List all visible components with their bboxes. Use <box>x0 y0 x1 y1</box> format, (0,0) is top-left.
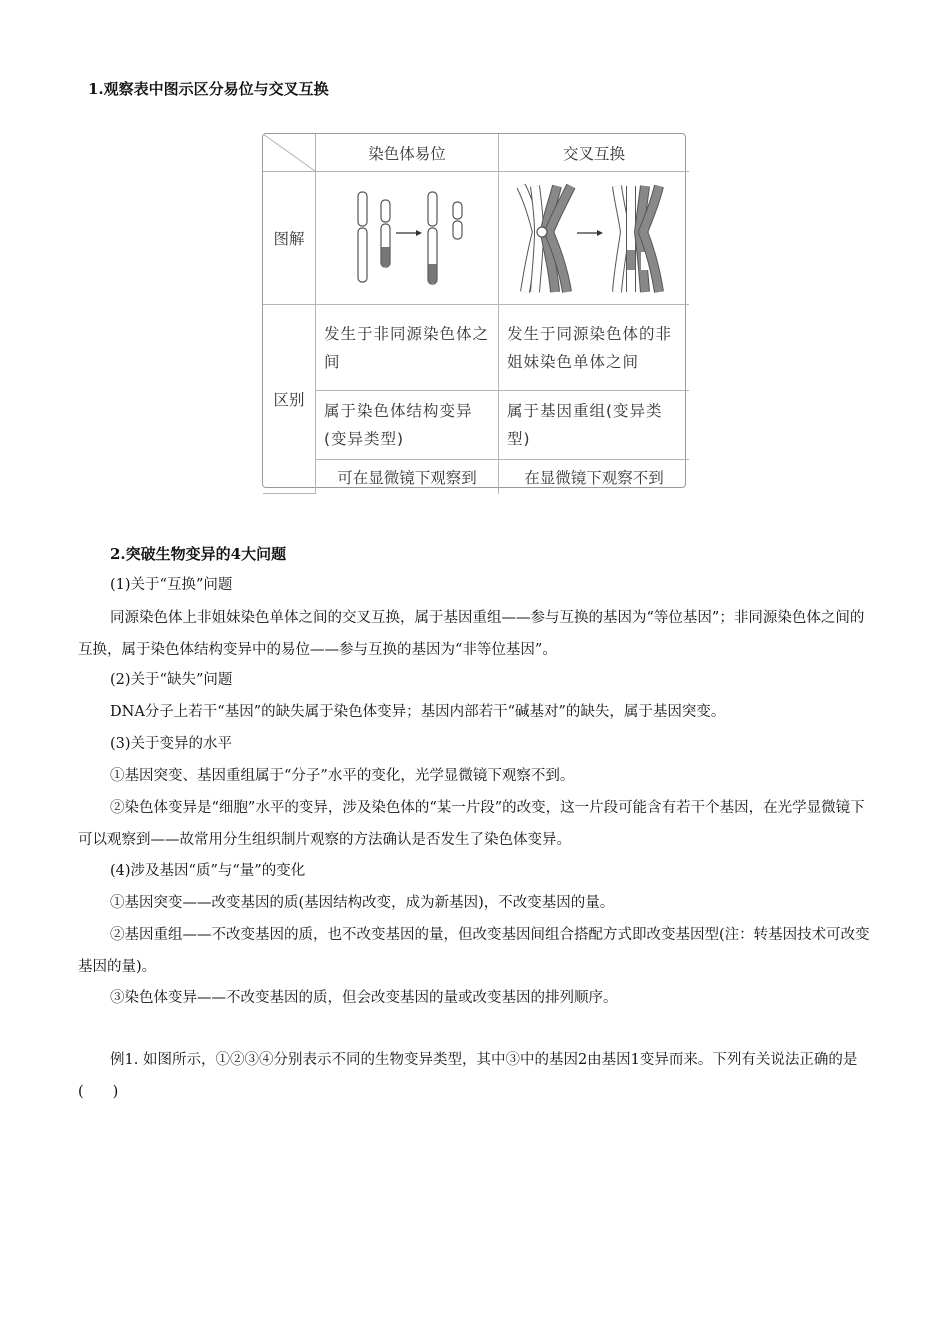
example-question: 例1. 如图所示，①②③④分别表示不同的生物变异类型，其中③中的基因2由基因1变异而来。下列有关说法正确的是( ) <box>78 1052 858 1100</box>
q2-body: DNA分子上若干“基因”的缺失属于染色体变异；基因内部若干“碱基对”的缺失，属于基因突变。 <box>110 704 726 720</box>
q3-item1: ①基因突变、基因重组属于“分子”水平的变化，光学显微镜下观察不到。 <box>110 768 575 784</box>
crossover-occurrence: 发生于同源染色体的非姐妹染色单体之间 <box>507 324 673 371</box>
q3-item2: ②染色体变异是“细胞”水平的变异，涉及染色体的“某一片段”的改变，这一片段可能含有若干个基因，在光学显微镜下可以观察到——故常用分生组织制片观察的方法确认是否发生了染色体变异。 <box>78 800 865 848</box>
q3-title: (3)关于变异的水平 <box>110 736 233 752</box>
comparison-table <box>262 133 686 488</box>
q4-item1: ①基因突变——改变基因的质(基因结构改变，成为新基因)，不改变基因的量。 <box>110 895 615 911</box>
crossover-diagram <box>499 172 690 305</box>
q4-title: (4)涉及基因“质”与“量”的变化 <box>110 863 306 879</box>
q4-item2: ②基因重组——不改变基因的质，也不改变基因的量，但改变基因间组合搭配方式即改变基因型(注：转基因技术可改变基因的量)。 <box>78 927 870 975</box>
crossover-header: 交叉互换 <box>499 134 690 172</box>
crossover-observation: 在显微镜下观察不到 <box>499 460 690 494</box>
crossover-type: 属于基因重组(变异类型) <box>507 402 663 448</box>
translocation-occurrence: 发生于非同源染色体之间 <box>324 324 490 371</box>
q4-item3: ③染色体变异——不改变基因的质，但会改变基因的量或改变基因的排列顺序。 <box>110 990 618 1006</box>
translocation-type: 属于染色体结构变异(变异类型) <box>324 402 473 448</box>
q2-title: (2)关于“缺失”问题 <box>110 672 233 688</box>
difference-row-label: 区别 <box>263 305 316 494</box>
q1-title: (1)关于“互换”问题 <box>110 577 233 593</box>
section1-heading: 1.观察表中图示区分易位与交叉互换 <box>88 80 329 98</box>
diagonal-header-cell <box>263 134 316 172</box>
section2-heading: 2.突破生物变异的4大问题 <box>110 545 287 563</box>
translocation-observation: 可在显微镜下观察到 <box>316 460 499 494</box>
diagram-row-label: 图解 <box>263 172 316 305</box>
translocation-header: 染色体易位 <box>316 134 499 172</box>
translocation-diagram <box>316 172 499 305</box>
q1-body: 同源染色体上非姐妹染色单体之间的交叉互换，属于基因重组——参与互换的基因为“等位基因”；非同源染色体之间的互换，属于染色体结构变异中的易位——参与互换的基因为“非等位基因”。 <box>78 610 865 658</box>
